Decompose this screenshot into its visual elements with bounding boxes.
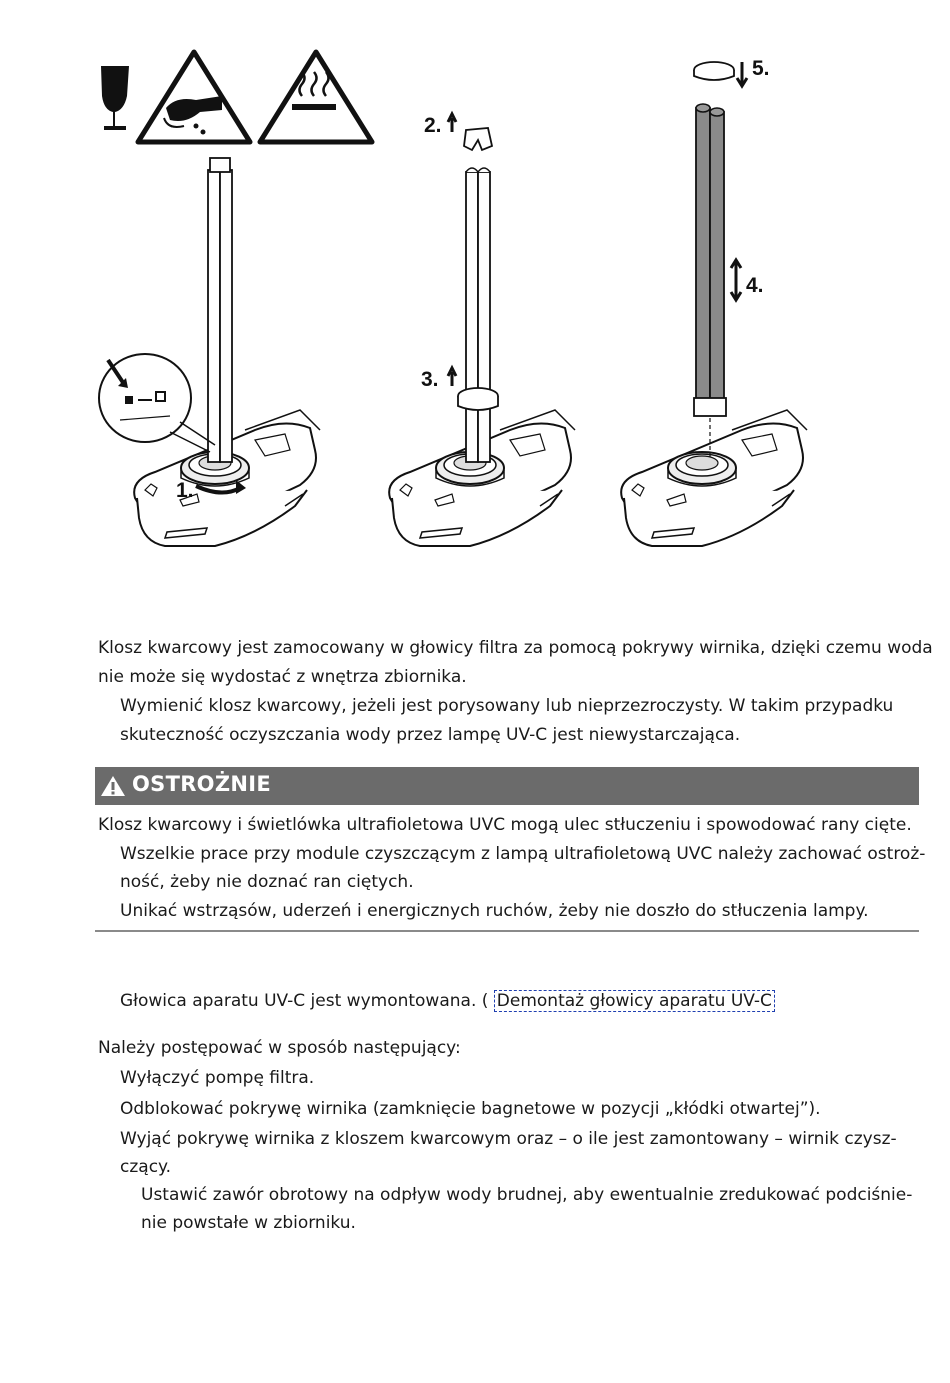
intro-paragraph-line-2: nie może się wydostać z wnętrza zbiornika.	[98, 667, 467, 687]
caution-statement: Klosz kwarcowy i świetlówka ultrafioletowa UVC mogą ulec stłuczeniu i spowodować rany cięte.	[98, 815, 912, 835]
caution-title: OSTROŻNIE	[132, 772, 271, 796]
procedure-step-3-line-1: Wyjąć pokrywę wirnika z kloszem kwarcowym oraz – o ile jest zamontowany – wirnik czysz-	[120, 1129, 897, 1149]
caution-item-1-line-1: Wszelkie prace przy module czyszczącym z lampą ultrafioletową UVC należy zachować ostroż-	[120, 844, 926, 864]
procedure-substep-line-1: Ustawić zawór obrotowy na odpływ wody brudnej, aby ewentualnie zredukować podciśnie-	[141, 1185, 913, 1205]
step-2-3-remove-panel	[389, 114, 575, 546]
prerequisite	[120, 987, 775, 1016]
caution-bottom-divider	[95, 930, 919, 932]
procedure-substep-line-2: nie powstałe w zbiorniku.	[141, 1213, 356, 1233]
procedure-step-2: Odblokować pokrywę wirnika (zamknięcie bagnetowe w pozycji „kłódki otwartej”).	[120, 1099, 821, 1119]
prerequisite-text: Głowica aparatu UV-C jest wymontowana. (	[120, 991, 489, 1011]
fragile-glass-icon	[101, 66, 129, 130]
warning-triangle-icon	[100, 775, 126, 797]
caution-item-1-line-2: ność, żeby nie doznać ran ciętych.	[120, 872, 414, 892]
step-label-2: 2.	[424, 114, 442, 137]
procedure-intro: Należy postępować w sposób następujący:	[98, 1038, 461, 1058]
step-1-unlock-panel	[99, 158, 320, 546]
step-4-5-lamp-panel	[621, 57, 807, 546]
procedure-step-1: Wyłączyć pompę filtra.	[120, 1068, 315, 1088]
step-label-3: 3.	[421, 368, 439, 391]
dismantle-head-link[interactable]: Demontaż głowicy aparatu UV-C	[494, 990, 775, 1012]
cut-hazard-warning-icon	[138, 52, 250, 142]
intro-bullet-line-2: skuteczność oczyszczania wody przez lampę UV-C jest niewystarczająca.	[120, 725, 741, 745]
step-label-1: 1.	[176, 479, 194, 502]
assembly-illustration	[0, 0, 950, 580]
step-label-5: 5.	[752, 57, 770, 80]
intro-paragraph-line-1: Klosz kwarcowy jest zamocowany w głowicy filtra za pomocą pokrywy wirnika, dzięki czemu woda	[98, 638, 933, 658]
caution-item-2: Unikać wstrząsów, uderzeń i energicznych ruchów, żeby nie doszło do stłuczenia lampy.	[120, 901, 869, 921]
hot-surface-warning-icon	[260, 52, 372, 142]
procedure-step-3-line-2: czący.	[120, 1157, 172, 1177]
intro-bullet-line-1: Wymienić klosz kwarcowy, jeżeli jest porysowany lub nieprzezroczysty. W takim przypadku	[120, 696, 894, 716]
step-label-4: 4.	[746, 274, 764, 297]
